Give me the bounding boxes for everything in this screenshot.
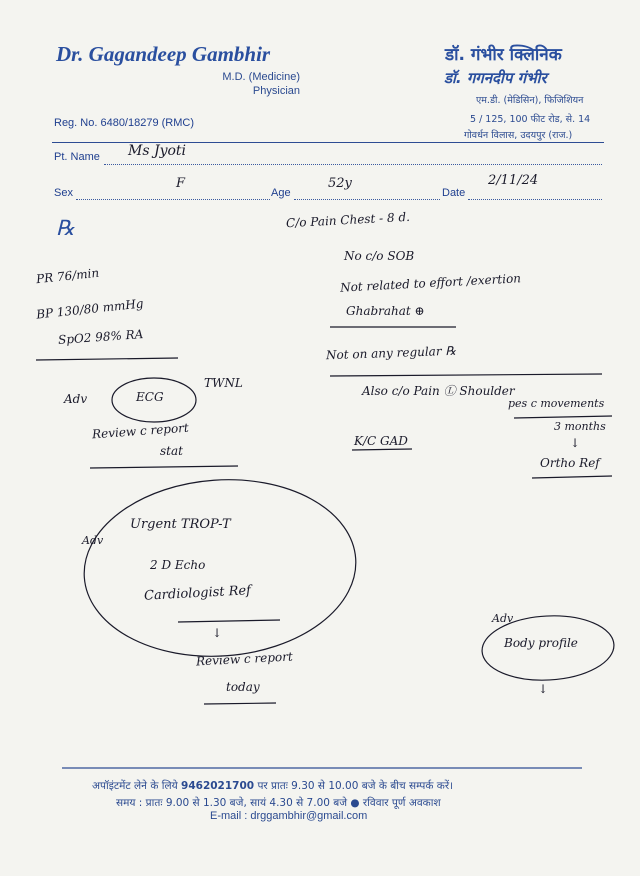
ecg-circle: [112, 378, 196, 422]
timings-line: समय : प्रातः 9.00 से 1.30 बजे, सायं 4.30 से 7.00 बजे ● रविवार पूर्ण अवकाश: [116, 797, 441, 809]
sex-value: F: [176, 176, 186, 191]
underline-also-pain: [514, 416, 612, 418]
note-ghabrahat: Ghabrahat ⊕: [346, 304, 425, 318]
date-label: Date: [442, 187, 466, 199]
note-2d-echo: 2 D Echo: [150, 558, 206, 572]
underline-kc-gad: [352, 449, 412, 450]
designation-text: Physician: [252, 85, 300, 97]
note-bp: BP 130/80 mmHg: [35, 296, 145, 322]
note-trop-t: Urgent TROP-T: [130, 517, 231, 532]
note-review-1: Review c report: [91, 420, 190, 442]
designation-hindi: एम.डी. (मेडिसिन), फिजिशियन: [476, 95, 584, 106]
qualification-text: M.D. (Medicine): [222, 71, 300, 83]
note-adv-2: Adv: [82, 534, 104, 547]
note-cardiologist-ref: Cardiologist Ref: [143, 583, 252, 604]
body-profile-oval: [480, 613, 615, 684]
note-review-2: Review c report: [195, 649, 294, 669]
address-line-1: 5 / 125, 100 फीट रोड, से. 14: [470, 114, 591, 125]
urgent-investigations-oval: [78, 471, 362, 669]
sex-label: Sex: [54, 187, 73, 199]
note-no-sob: No c/o SOB: [344, 249, 415, 263]
date-value: 2/11/24: [488, 173, 539, 188]
note-arrow-1: ↓: [570, 436, 581, 450]
doctor-name-hindi: डॉ. गगनदीप गंभीर: [444, 69, 547, 87]
doctor-name: Dr. Gagandeep Gambhir: [56, 42, 271, 66]
note-today: today: [226, 680, 260, 694]
underline-ortho: [532, 476, 612, 478]
appointment-line: [92, 779, 453, 793]
age-label: Age: [271, 187, 291, 199]
note-arrow-3: ↓: [538, 682, 549, 696]
note-ortho-ref: Ortho Ref: [540, 456, 600, 470]
underline-cardiologist: [178, 620, 280, 622]
age-value: 52y: [328, 176, 352, 191]
note-twnl: TWNL: [204, 376, 243, 390]
address-line-2: गोवर्धन विलास, उदयपुर (राज.): [464, 130, 573, 141]
appointment-pre: अपॉइंटमेंट लेने के लिये: [92, 780, 178, 792]
underline-spo2: [36, 358, 178, 360]
registration-number: Reg. No. 6480/18279 (RMC): [54, 117, 195, 129]
patient-name-value: Ms Jyoti: [128, 143, 187, 159]
note-ecg: ECG: [136, 390, 164, 404]
clinic-name-hindi: डॉ. गंभीर क्लिनिक: [445, 45, 562, 65]
note-not-on-regular: Not on any regular ℞: [325, 343, 457, 363]
note-pes-movements: pes c movements: [508, 397, 605, 410]
note-complaint: C/o Pain Chest - 8 d.: [285, 209, 411, 231]
underline-stat: [90, 466, 238, 468]
note-body-profile: Body profile: [504, 636, 578, 650]
note-3-months: 3 months: [554, 420, 606, 433]
appointment-phone: 9462021700: [181, 780, 255, 792]
note-also-pain: Also c/o Pain Ⓛ Shoulder: [362, 384, 515, 398]
note-stat: stat: [160, 444, 183, 458]
underline-today: [204, 703, 276, 704]
note-arrow-2: ↓: [212, 626, 223, 640]
note-pr: PR 76/min: [35, 265, 100, 287]
patient-name-label: Pt. Name: [54, 151, 100, 163]
underline-not-on-regular: [330, 374, 602, 376]
email-line: E-mail : drggambhir@gmail.com: [210, 810, 368, 822]
rx-symbol: ℞: [56, 216, 75, 240]
note-kc-gad: K/C GAD: [354, 434, 408, 448]
note-adv-1: Adv: [64, 392, 88, 406]
note-not-related: Not related to effort /exertion: [339, 271, 522, 295]
note-adv-3: Adv: [492, 612, 514, 625]
note-spo2: SpO2 98% RA: [57, 327, 144, 347]
appointment-post: पर प्रातः 9.30 से 10.00 बजे के बीच सम्पर्क करें।: [257, 780, 454, 792]
